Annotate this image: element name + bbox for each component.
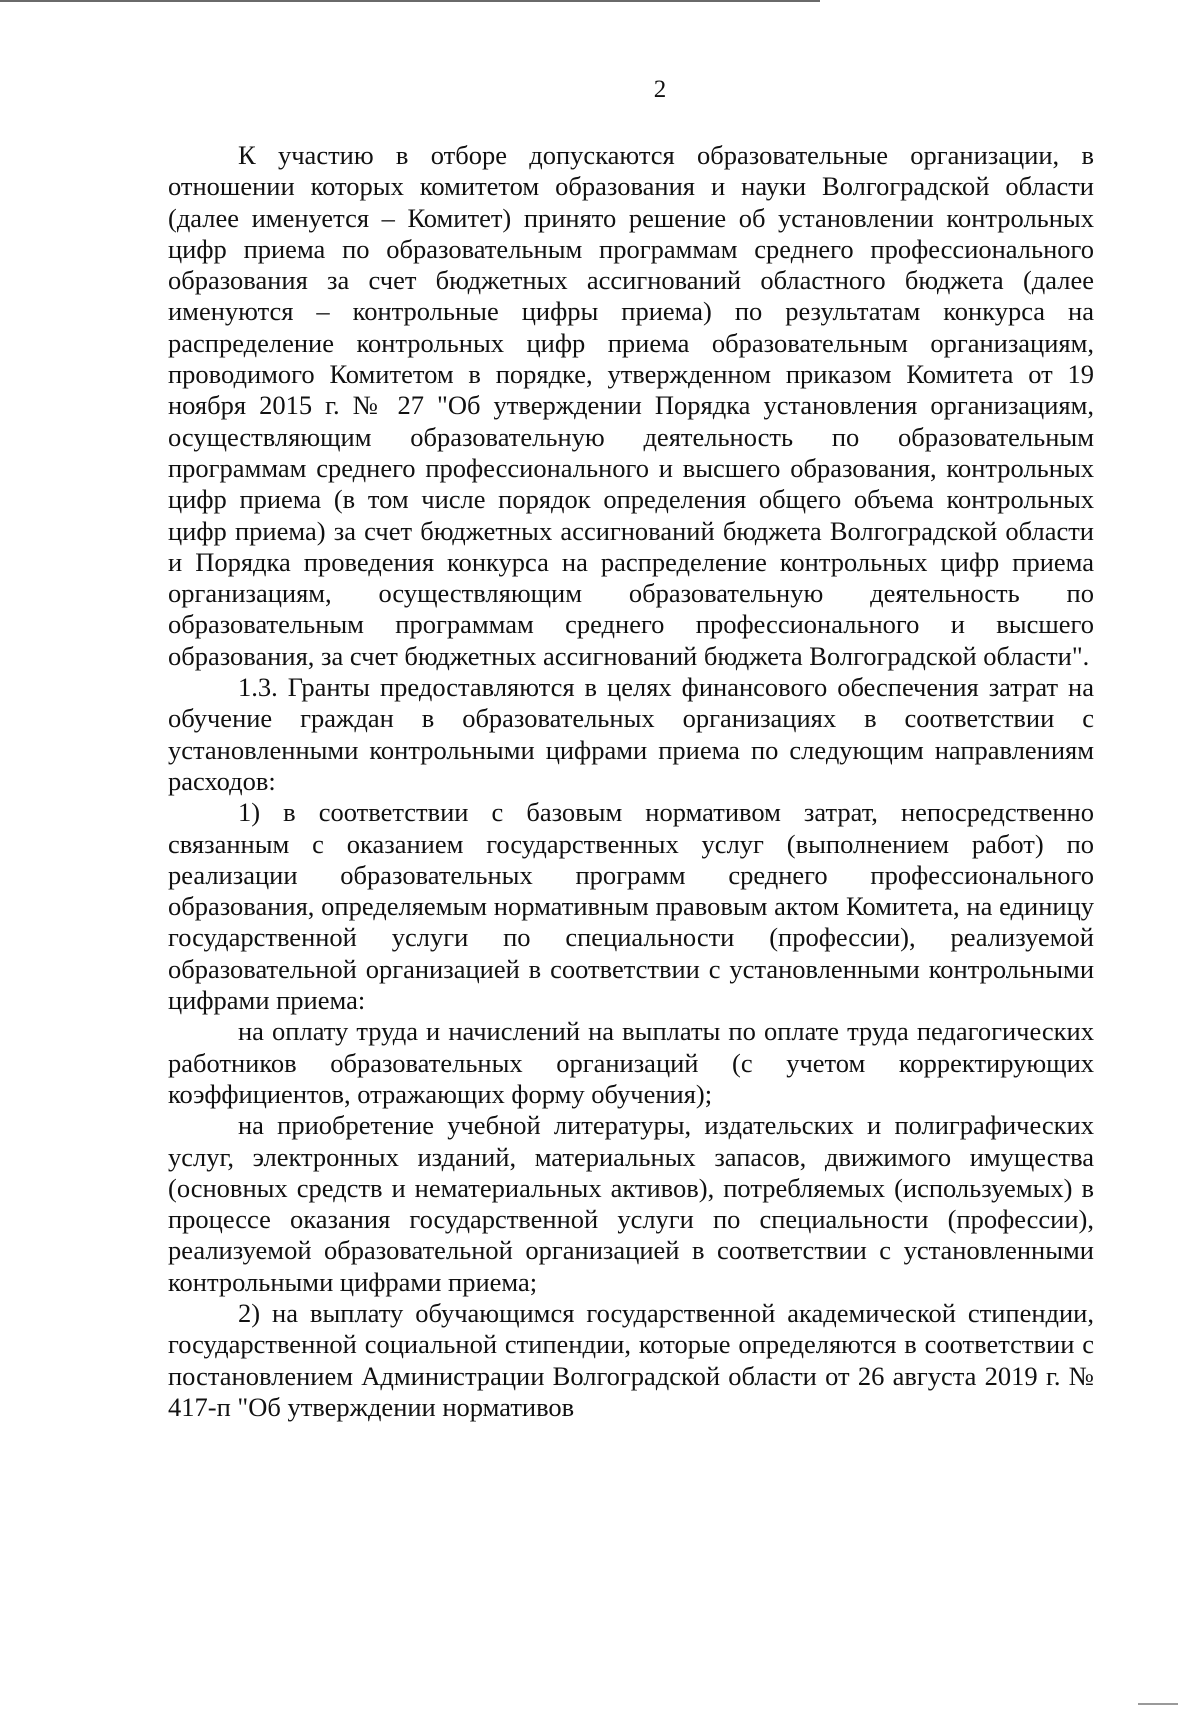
paragraph-eligibility: К участию в отборе допускаются образовательные организации, в отношении которых комитетом образования и науки Волгоградской области (далее именуется – Комитет) принято решение об установлении контрольных цифр приема по образовательным программам среднего профессионального образования за счет бюджетных ассигнований областного бюджета (далее именуются – контрольные цифры приема) по результатам конкурса на распределение контрольных цифр приема образовательным организациям, проводимого Комитетом в порядке, утвержденном приказом Комитета от 19 ноября 2015 г. № 27 "Об утверждении Порядка установления организациям, осуществляющим образовательную деятельность по образовательным программам среднего профессионального и высшего образования, контрольных цифр приема (в том числе порядок определения общего объема контрольных цифр приема) за счет бюджетных ассигнований бюджета Волгоградской области и Порядка проведения конкурса на распределение контрольных цифр приема организациям, осуществляющим образовательную деятельность по образовательным программам среднего профессионального и высшего образования, за счет бюджетных ассигнований бюджета Волгоградской области". xyxy=(168,140,1094,671)
paragraph-item-1-base-standard: 1) в соответствии с базовым нормативом затрат, непосредственно связанным с оказанием государственных услуг (выполнением работ) по реализации образовательных программ среднего профессионального образования, определяемым нормативным правовым актом Комитета, на единицу государственной услуги по специальности (профессии), реализуемой образовательной организацией в соответствии с установленными контрольными цифрами приема: xyxy=(168,797,1094,1016)
paragraph-1-3-grants-purpose: 1.3. Гранты предоставляются в целях финансового обеспечения затрат на обучение граждан в образовательных организациях в соответствии с установленными контрольными цифрами приема по следующим направлениям расходов: xyxy=(168,672,1094,796)
document-body xyxy=(168,140,1094,1423)
page-number: 2 xyxy=(653,76,667,103)
paragraph-acquisition: на приобретение учебной литературы, издательских и полиграфических услуг, электронных изданий, материальных запасов, движимого имущества (основных средств и нематериальных активов), потребляемых (используемых) в процессе оказания государственной услуги по специальности (профессии), реализуемой образовательной организацией в соответствии с установленными контрольными цифрами приема; xyxy=(168,1110,1094,1297)
paragraph-labor-payment: на оплату труда и начислений на выплаты по оплате труда педагогических работников образовательных организаций (с учетом корректирующих коэффициентов, отражающих форму обучения); xyxy=(168,1016,1094,1109)
paragraph-item-2-scholarship: 2) на выплату обучающимся государственной академической стипендии, государственной социальной стипендии, которые определяются в соответствии с постановлением Администрации Волгоградской области от 26 августа 2019 г. № 417-п "Об утверждении нормативов xyxy=(168,1297,1094,1422)
scan-corner-mark xyxy=(1138,1703,1178,1705)
scan-top-edge xyxy=(0,0,820,2)
